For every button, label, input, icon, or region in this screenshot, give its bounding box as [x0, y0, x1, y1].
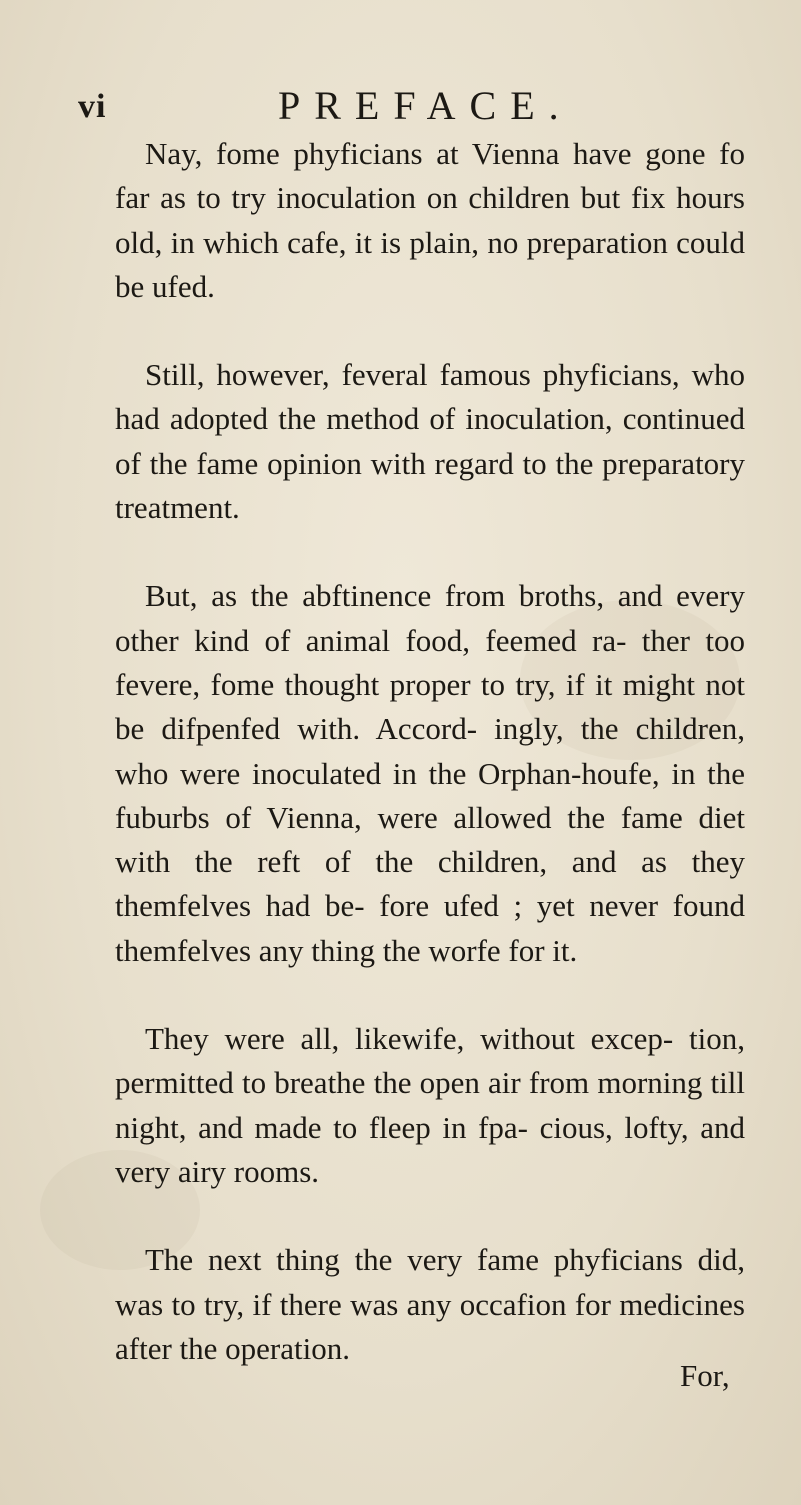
running-head: PREFACE.	[278, 83, 573, 128]
catchword: For,	[680, 1358, 730, 1393]
page-number: vi	[78, 88, 107, 125]
paragraph: The next thing the very fame phyficians did, was to try, if there was any occafion for medicines after the operation.	[115, 1242, 745, 1366]
paragraph: Nay, fome phyficians at Vienna have gone fo far as to try inoculation on children but fix hours old, in which cafe, it is plain, no preparation could be ufed.	[115, 136, 745, 304]
body-text	[115, 132, 745, 1371]
page-header	[78, 70, 731, 130]
paragraph: Still, however, feveral famous phyficians, who had adopted the method of inoculation, continued of the fame opinion with regard to the preparatory treatment.	[115, 357, 745, 526]
paragraph: But, as the abftinence from broths, and every other kind of animal food, feemed ra- ther too fevere, fome thought proper to try, if it might not be difpenfed with. Accord- ingly, the children, who were inoculated in the Orphan-houfe, in the fuburbs of Vienna, were allowed the fame diet with the reft of the children, and as they themfelves had be- fore ufed ; yet never found themfelves any thing the worfe for it.	[115, 578, 745, 968]
paragraph: They were all, likewife, without excep- tion, permitted to breathe the open air from morning till night, and made to fleep in fpa- cious, lofty, and very airy rooms.	[115, 1021, 745, 1189]
